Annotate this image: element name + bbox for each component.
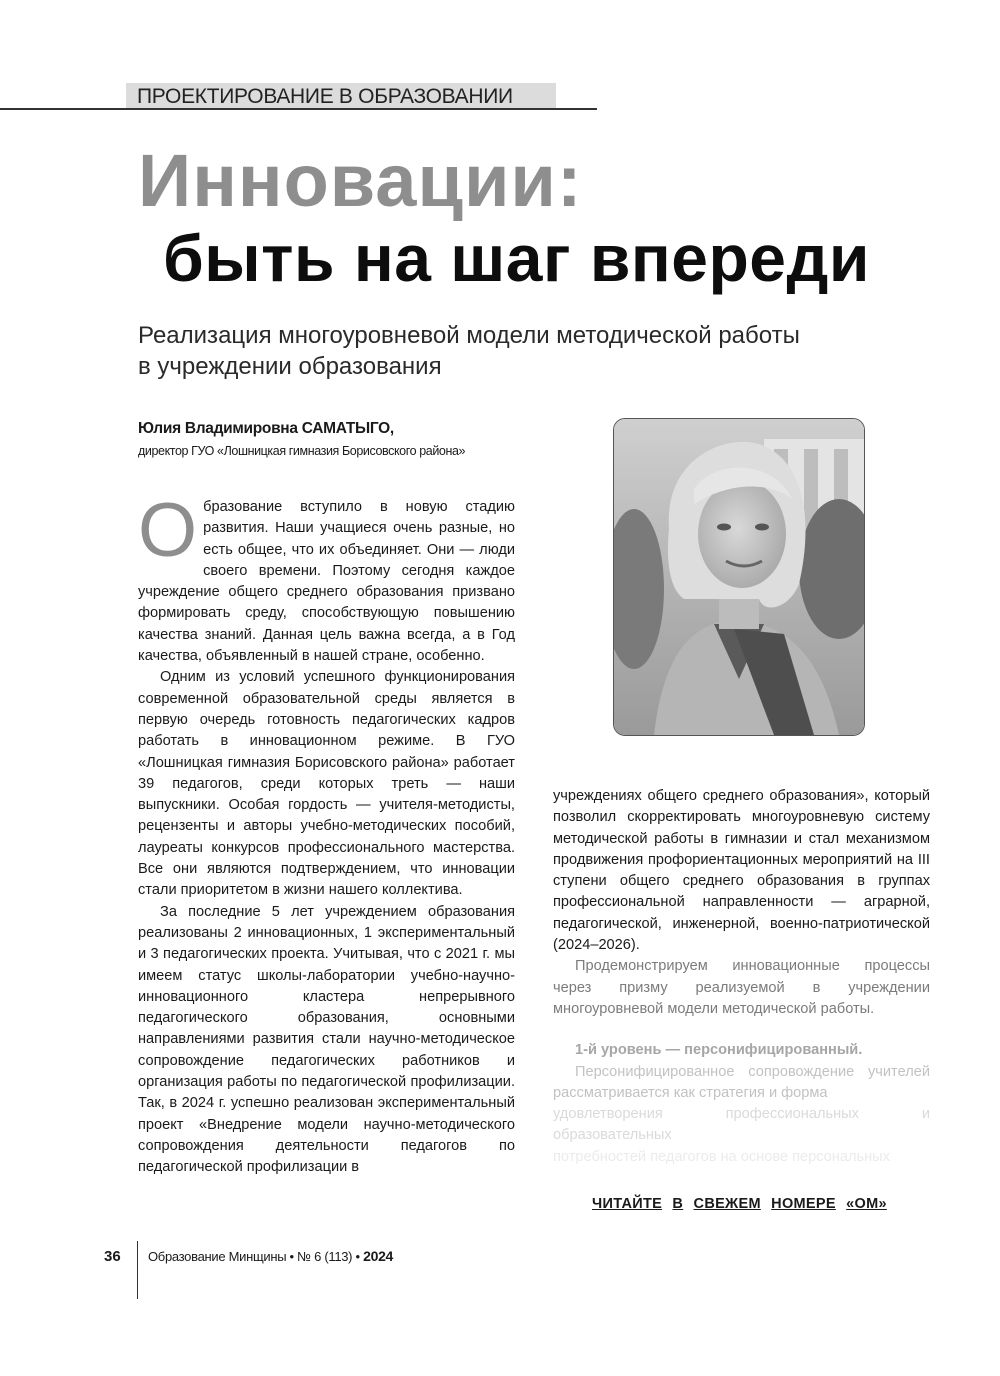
paragraph: учреждениях общего среднего образования», который позволил скорректировать многоуровневую систему методической работы в гимназии и стал механизмом продвижения профориентационных мероприятий на III ступени общего среднего образования в группах профессиональной направленности — аграрной, педагогической, инженерной, военно-патриотической (2024–2026). bbox=[553, 788, 930, 954]
footer-rule bbox=[137, 1241, 138, 1299]
author-photo bbox=[613, 418, 865, 736]
issue-year: 2024 bbox=[363, 1248, 394, 1264]
footer-separator: • bbox=[286, 1249, 298, 1264]
footer-journal bbox=[148, 1248, 393, 1264]
cta-word: ЧИТАЙТЕ bbox=[592, 1196, 663, 1212]
subtitle-line2: в учреждении образования bbox=[138, 353, 442, 380]
footer-separator: • bbox=[352, 1249, 364, 1264]
faded-paragraph-line: удовлетворения профессиональных и образовательных bbox=[553, 1106, 930, 1144]
article-column-left bbox=[138, 488, 515, 1179]
paragraph-intro-text: бразование вступило в новую стадию развития. Наши учащиеся очень разные, но есть общее, что их объединяет. Они — люди своего времени. Поэтому сегодня каждое учреждение общего среднего образования призвано формировать среду, способствующую повышению качества знаний. Данная цель важна всегда, а в Год качества, объявленный в нашей стране, особенно. bbox=[138, 499, 515, 665]
read-more-callout bbox=[592, 1196, 893, 1212]
portrait-photo-icon bbox=[614, 419, 864, 735]
article-title-line2: быть на шаг впереди bbox=[163, 221, 870, 295]
level-heading: 1-й уровень — персонифицированный. bbox=[575, 1042, 863, 1059]
section-label: ПРОЕКТИРОВАНИЕ В ОБРАЗОВАНИИ bbox=[137, 85, 513, 108]
paragraph: За последние 5 лет учреждением образования реализованы 2 инновационных, 1 экспериментальный и 3 педагогических проекта. Учитывая, что с 2021 г. мы имеем статус школы-лаборатории учебно-научно-инновационного кластера непрерывного педагогического образования, основными направлениями развития стали научно-методическое сопровождение педагогических работников и организация работы по педагогической профилизации. Так, в 2024 г. успешно реализован экспериментальный проект «Внедрение модели научно-методического сопровождения деятельности педагогов по педагогической профилизации в bbox=[138, 903, 515, 1176]
cta-word: СВЕЖЕМ bbox=[693, 1196, 761, 1212]
subtitle-line1: Реализация многоуровневой модели методической работы bbox=[138, 322, 800, 349]
author-role: директор ГУО «Лошницкая гимназия Борисовского района» bbox=[138, 444, 466, 458]
cta-word: В bbox=[672, 1196, 684, 1212]
article-column-right bbox=[553, 786, 930, 1168]
paragraph: Одним из условий успешного функционирования современной образовательной среды является в первую очередь готовность педагогических кадров работать в инновационном режиме. В ГУО «Лошницкая гимназия Борисовского района» работает 39 педагогов, среди которых треть — наши выпускники. Особая гордость — учителя-методисты, рецензенты и авторы учебно-методических пособий, лауреаты конкурсов профессионального мастерства. Все они являются подтверждением, что инновации стали приоритетом в жизни нашего коллектива. bbox=[138, 669, 515, 899]
drop-cap: О bbox=[138, 488, 198, 573]
cta-word: «ОМ» bbox=[846, 1196, 887, 1212]
cta-word: НОМЕРЕ bbox=[771, 1196, 836, 1212]
faded-paragraph-line: потребностей педагогов на основе персональных bbox=[553, 1148, 890, 1165]
faded-paragraph-line: Персонифицированное сопровождение учителей рассматривается как стратегия и форма bbox=[553, 1063, 930, 1101]
author-name: Юлия Владимировна САМАТЫГО, bbox=[138, 420, 394, 437]
paragraph-intro bbox=[138, 488, 515, 667]
issue-number: № 6 (113) bbox=[297, 1249, 353, 1264]
article-subtitle bbox=[138, 320, 858, 382]
journal-name: Образование Минщины bbox=[148, 1249, 287, 1264]
article-title-line1: Инновации: bbox=[138, 139, 583, 222]
paragraph: Продемонстрируем инновационные процессы через призму реализуемой в учреждении многоуровневой модели методической работы. bbox=[553, 958, 930, 1017]
page-number: 36 bbox=[104, 1248, 121, 1265]
